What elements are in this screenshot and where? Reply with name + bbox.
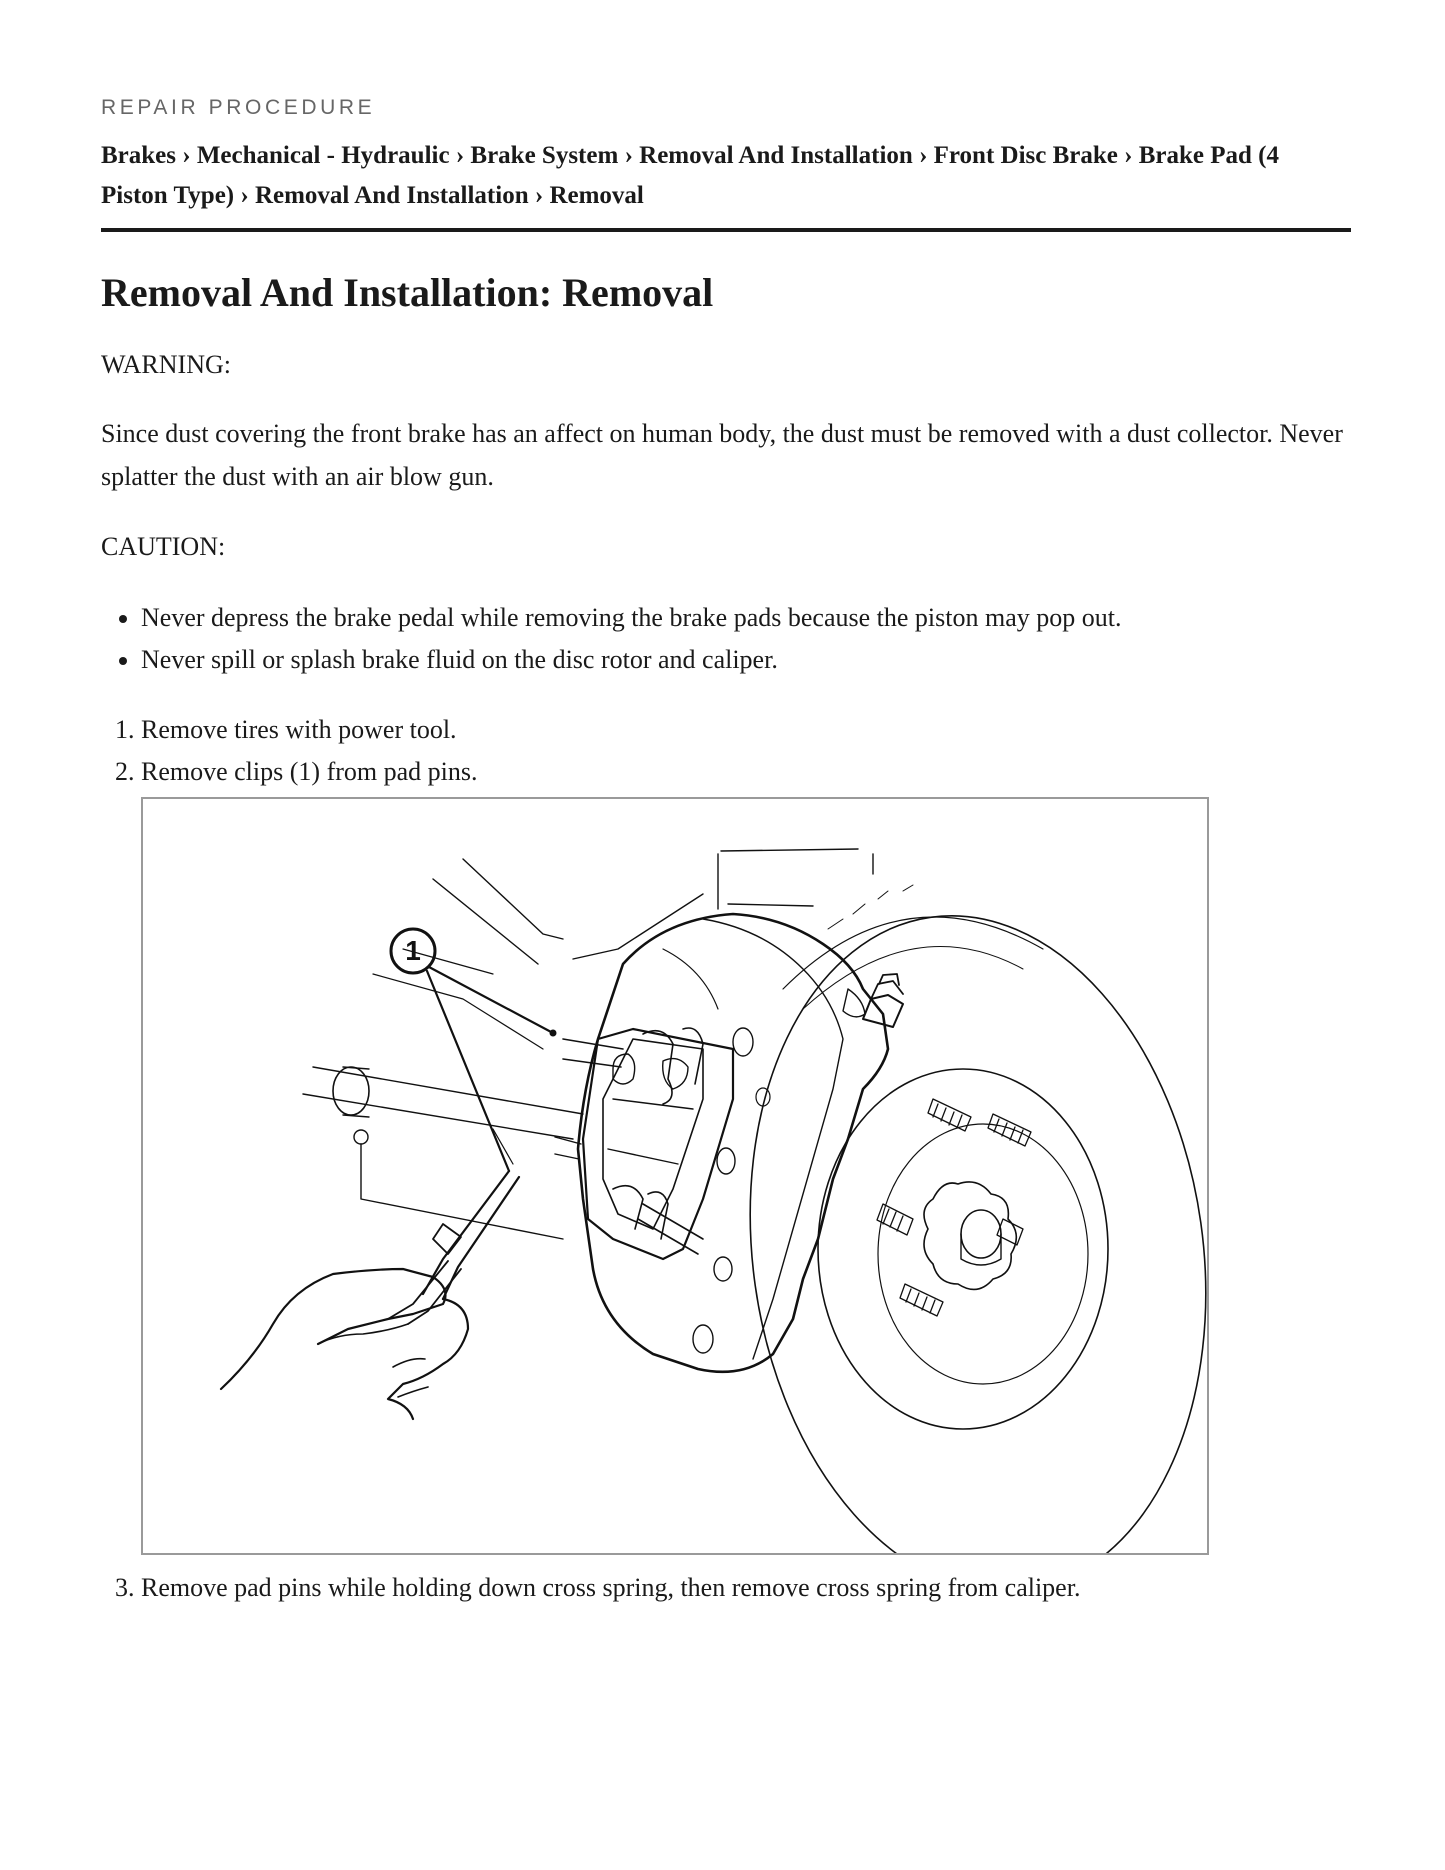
warning-label: WARNING:	[101, 350, 231, 379]
step-text: Remove clips (1) from pad pins.	[141, 757, 478, 786]
breadcrumb-item[interactable]: Removal And Installation	[639, 142, 913, 169]
step-item: 3. Remove pad pins while holding down cross spring, then remove cross spring from caliper.	[141, 1567, 1351, 1609]
section-kicker: REPAIR PROCEDURE	[101, 96, 376, 119]
callout-label: 1	[405, 935, 421, 966]
step-item	[141, 751, 1351, 1555]
page-title: Removal And Installation: Removal	[101, 270, 714, 315]
breadcrumb-item[interactable]: Brakes	[101, 142, 176, 169]
breadcrumb-separator: ›	[624, 142, 640, 169]
breadcrumb-item[interactable]: Removal And Installation	[254, 182, 529, 209]
breadcrumb-item[interactable]: Brake System	[470, 142, 619, 169]
breadcrumb-item[interactable]: Mechanical - Hydraulic	[196, 142, 450, 169]
caution-label: CAUTION:	[101, 532, 226, 561]
caution-list	[101, 597, 1121, 681]
breadcrumb-separator: ›	[1124, 142, 1139, 169]
warning-text: Since dust covering the front brake has an affect on human body, the dust must be removed with a dust collector. Never splatter the dust with an air blow gun.	[101, 419, 1343, 491]
breadcrumb	[101, 136, 1351, 216]
header-divider	[101, 228, 1351, 232]
brake-caliper-illustration	[143, 799, 1207, 1553]
breadcrumb-item[interactable]: Front Disc Brake	[933, 142, 1118, 169]
brake-caliper-figure	[141, 797, 1209, 1555]
breadcrumb-separator: ›	[534, 182, 550, 209]
list-item: • Never spill or splash brake fluid on the disc rotor and caliper.	[141, 639, 1121, 681]
step-item: 1. Remove tires with power tool.	[141, 709, 1351, 751]
list-item: • Never depress the brake pedal while removing the brake pads because the piston may pop out.	[141, 597, 1121, 639]
procedure-steps	[101, 709, 1351, 1609]
breadcrumb-separator: ›	[182, 142, 197, 169]
breadcrumb-separator: ›	[919, 142, 934, 169]
breadcrumb-separator: ›	[240, 182, 255, 209]
breadcrumb-separator: ›	[455, 142, 471, 169]
breadcrumb-item[interactable]: Brake Pad (4 Piston Type)	[101, 142, 1279, 209]
breadcrumb-item-current: Removal	[549, 182, 644, 209]
